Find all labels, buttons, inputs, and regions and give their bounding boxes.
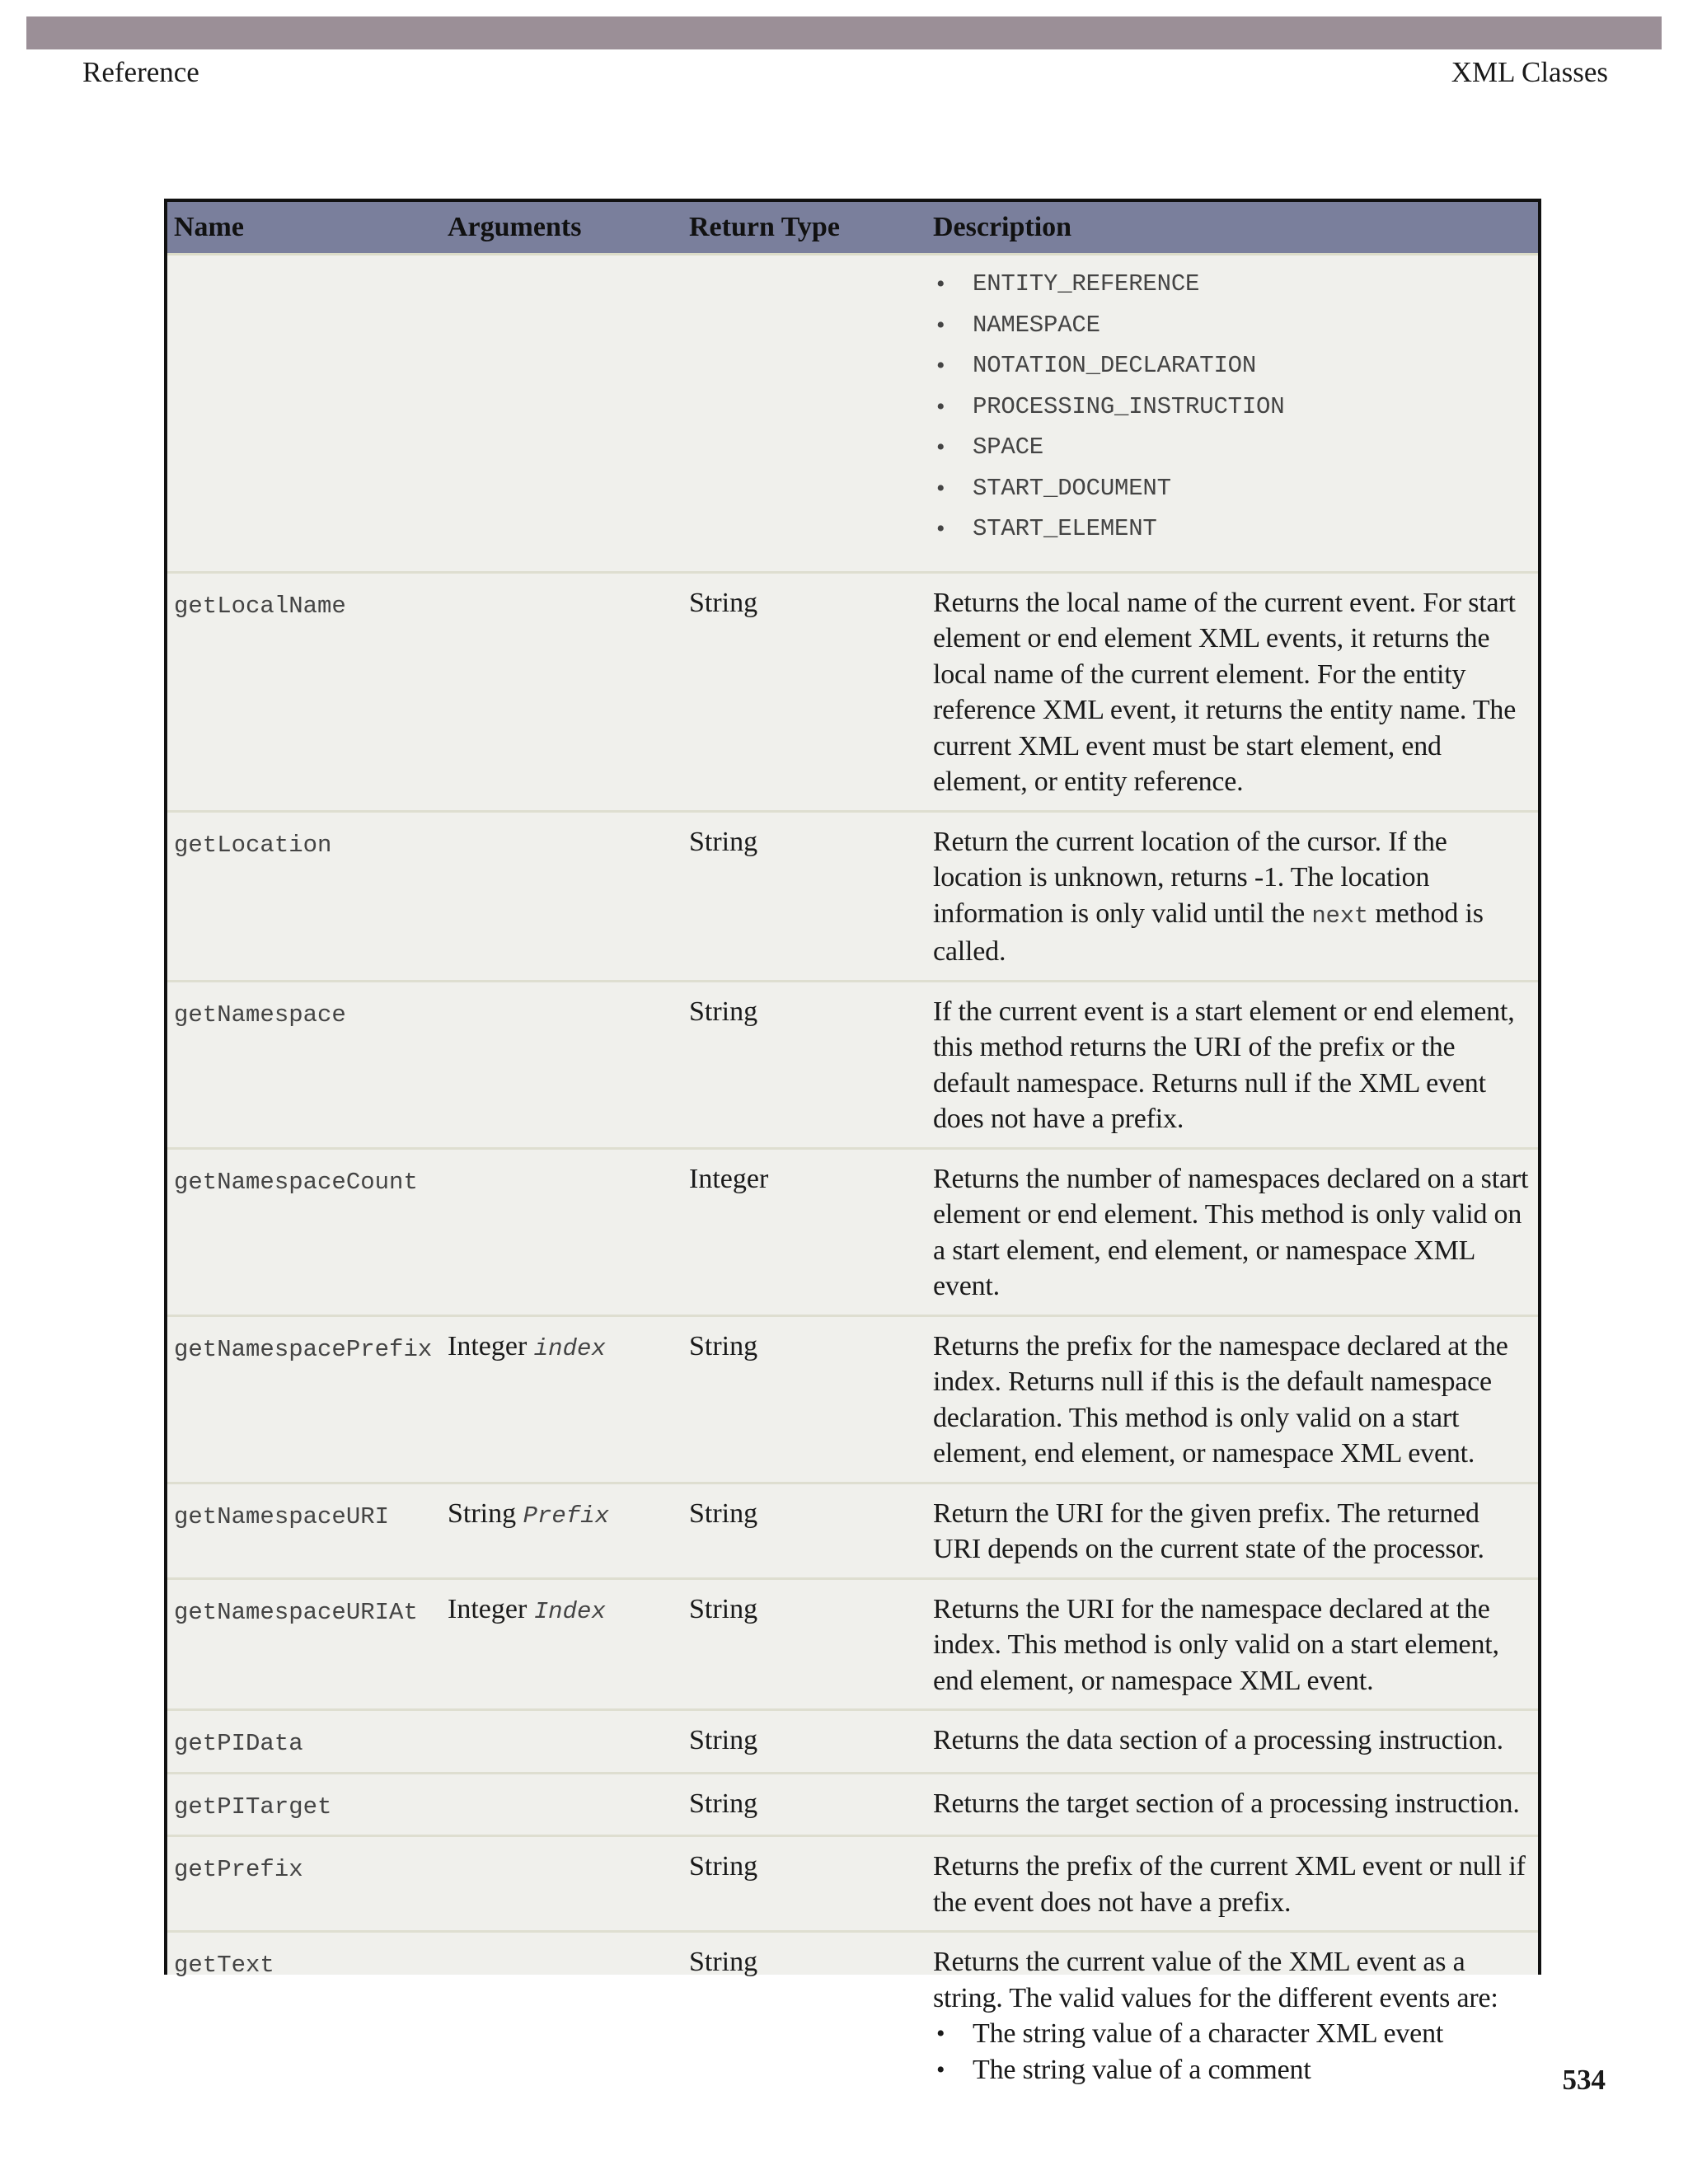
return-type: String (682, 1578, 926, 1710)
description-text: Return the current location of the cursor. If the location is unknown, returns -1. The location information is only valid until the (933, 826, 1447, 929)
method-name: getNamespaceURIAt (167, 1578, 441, 1710)
event-type-list (926, 255, 1538, 573)
return-type: String (682, 1483, 926, 1578)
return-type: String (682, 572, 926, 811)
method-name: getLocation (167, 811, 441, 981)
list-item: • ENTITY_REFERENCE (933, 264, 1531, 305)
method-arguments (441, 1315, 682, 1483)
column-header-return-type: Return Type (682, 202, 926, 255)
table-row (167, 811, 1538, 981)
table-row (167, 1773, 1538, 1836)
table-row (167, 1148, 1538, 1315)
argument-type: Integer (448, 1330, 528, 1361)
method-description: Returns the data section of a processing instruction. (926, 1710, 1538, 1774)
method-name: getText (174, 1952, 274, 1979)
method-name: getNamespaceURI (167, 1483, 441, 1578)
method-description: Returns the prefix of the current XML event or null if the event does not have a prefix. (926, 1836, 1538, 1932)
method-description: Returns the target section of a processing instruction. (926, 1773, 1538, 1836)
return-type: String (682, 1836, 926, 1932)
return-type: String (689, 1947, 758, 1977)
method-description: Returns the number of namespaces declared on a start element or end element. This method is only valid on a start element, end element, or namespace XML event. (926, 1148, 1538, 1315)
list-item: • SPACE (933, 427, 1531, 468)
list-item: • The string value of a character XML event (933, 2016, 1531, 2052)
description-text: method is called. (933, 898, 1484, 967)
table-row (167, 1483, 1538, 1578)
return-type: String (682, 1710, 926, 1774)
running-header-left: Reference (82, 56, 199, 88)
list-item: • PROCESSING_INSTRUCTION (933, 387, 1531, 428)
argument-name: Index (533, 1597, 606, 1625)
argument-name: Prefix (523, 1502, 610, 1530)
method-arguments (441, 811, 682, 981)
table-row (167, 1836, 1538, 1932)
method-arguments (441, 572, 682, 811)
method-arguments (441, 1483, 682, 1578)
method-description: If the current event is a start element or end element, this method returns the URI of the prefix or the default namespace. Returns null if the XML event does not have a prefix. (926, 981, 1538, 1148)
method-name: getLocalName (167, 572, 441, 811)
list-item: • START_DOCUMENT (933, 468, 1531, 509)
method-description: Returns the URI for the namespace declared at the index. This method is only valid on a start element, end element, or namespace XML event. (926, 1578, 1538, 1710)
method-name: getPITarget (167, 1773, 441, 1836)
argument-name: index (533, 1334, 606, 1362)
method-arguments (441, 981, 682, 1148)
method-description (926, 811, 1538, 981)
method-arguments (441, 1932, 682, 2098)
method-arguments (441, 1836, 682, 1932)
method-name: getNamespaceCount (167, 1148, 441, 1315)
list-item: • The string value of a comment (933, 2052, 1531, 2088)
method-name: getNamespace (167, 981, 441, 1148)
method-name: getPrefix (167, 1836, 441, 1932)
table-row-continued (167, 255, 1538, 573)
column-header-description: Description (926, 202, 1538, 255)
return-type: Integer (682, 1148, 926, 1315)
table-row (167, 572, 1538, 811)
top-bar (26, 16, 1662, 49)
method-description: Returns the prefix for the namespace declared at the index. Returns null if this is the default namespace declaration. This method is only valid on a start element, end element, or namespace XML event. (926, 1315, 1538, 1483)
table-row (167, 1578, 1538, 1710)
table-row (167, 1932, 1538, 2098)
argument-type: String (448, 1497, 517, 1529)
return-type: String (682, 811, 926, 981)
method-arguments (441, 1710, 682, 1774)
method-arguments (441, 1148, 682, 1315)
return-type: String (682, 1315, 926, 1483)
list-item: • NAMESPACE (933, 305, 1531, 346)
method-description (926, 1932, 1538, 2098)
description-text: Returns the current value of the XML event as a string. The valid values for the different events are: (933, 1947, 1498, 2013)
list-item: • NOTATION_DECLARATION (933, 345, 1531, 387)
table-row (167, 981, 1538, 1148)
table-row (167, 1315, 1538, 1483)
running-header-right: XML Classes (1451, 56, 1608, 88)
method-arguments (441, 1578, 682, 1710)
inline-code: next (1311, 902, 1369, 930)
column-header-arguments: Arguments (441, 202, 682, 255)
method-description: Return the URI for the given prefix. The returned URI depends on the current state of the processor. (926, 1483, 1538, 1578)
table-row (167, 1710, 1538, 1774)
return-type: String (682, 1773, 926, 1836)
method-arguments (441, 1773, 682, 1836)
method-description: Returns the local name of the current event. For start element or end element XML events, it returns the local name of the current element. For the entity reference XML event, it returns the entity name. The current XML event must be start element, end element, or entity reference. (926, 572, 1538, 811)
method-name: getPIData (167, 1710, 441, 1774)
column-header-name: Name (167, 202, 441, 255)
method-name: getNamespacePrefix (167, 1315, 441, 1483)
list-item: • START_ELEMENT (933, 509, 1531, 550)
argument-type: Integer (448, 1593, 528, 1624)
return-type: String (682, 981, 926, 1148)
page-number: 534 (1562, 2064, 1606, 2096)
table-header-row (167, 202, 1538, 255)
methods-table (164, 199, 1541, 2085)
